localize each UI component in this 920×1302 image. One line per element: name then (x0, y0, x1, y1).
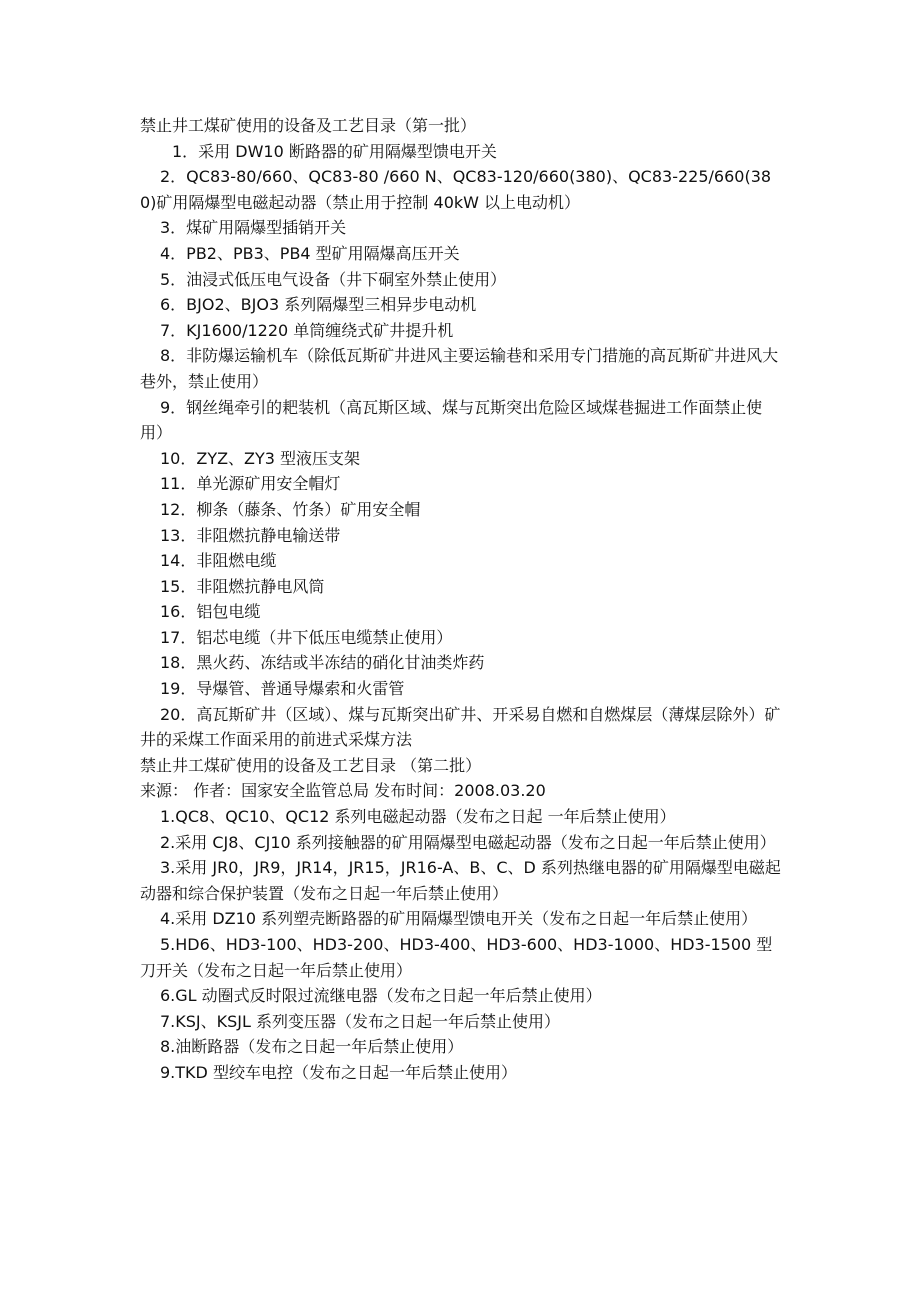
batch2-item-4: 4.采用 DZ10 系列塑壳断路器的矿用隔爆型馈电开关（发布之日起一年后禁止使用） (160, 909, 758, 929)
source-line: 来源： 作者：国家安全监管总局 发布时间：2008.03.20 (140, 781, 546, 801)
batch1-item-5: 5．油浸式低压电气设备（井下硐室外禁止使用） (160, 269, 507, 289)
batch1-item-14: 14．非阻燃电缆 (160, 551, 277, 571)
batch1-item-6: 6．BJO2、BJO3 系列隔爆型三相异步电动机 (160, 295, 477, 315)
batch1-item-11: 11．单光源矿用安全帽灯 (160, 474, 341, 494)
batch2-item-7: 7.KSJ、KSJL 系列变压器（发布之日起一年后禁止使用） (160, 1011, 561, 1031)
batch1-item-17: 17．铝芯电缆（井下低压电缆禁止使用） (160, 627, 453, 647)
batch1-item-15: 15．非阻燃抗静电风筒 (160, 576, 325, 596)
batch2-item-1: 1.QC8、QC10、QC12 系列电磁起动器（发布之日起 一年后禁止使用） (160, 807, 676, 827)
batch1-title: 禁止井工煤矿使用的设备及工艺目录（第一批） (140, 116, 477, 135)
batch1-item-9: 9．钢丝绳牵引的耙装机（高瓦斯区域、煤与瓦斯突出危险区域煤巷掘进工作面禁止使用） (140, 397, 763, 443)
batch2-item-5: 5.HD6、HD3-100、HD3-200、HD3-400、HD3-600、HD3-1000、HD3-1500 型刀开关（发布之日起一年后禁止使用） (140, 935, 773, 980)
batch1-item-18: 18．黑火药、冻结或半冻结的硝化甘油类炸药 (160, 653, 485, 673)
batch1-item-3: 3．煤矿用隔爆型插销开关 (160, 218, 347, 238)
batch2-item-2: 2.采用 CJ8、CJ10 系列接触器的矿用隔爆型电磁起动器（发布之日起一年后禁止使用） (160, 832, 776, 852)
batch1-item-7: 7．KJ1600/1220 单筒缠绕式矿井提升机 (160, 320, 454, 340)
batch2-item-6: 6.GL 动圈式反时限过流继电器（发布之日起一年后禁止使用） (160, 986, 602, 1006)
batch1-item-2: 2．QC83-80/660、QC83-80 /660 N、QC83-120/660(380)、QC83-225/660(380)矿用隔爆型电磁起动器（禁止用于控制 40kW 以上电动机） (140, 167, 772, 212)
batch1-item-8: 8．非防爆运输机车（除低瓦斯矿井进风主要运输巷和采用专门措施的高瓦斯矿井进风大巷外，禁止使用） (140, 346, 779, 391)
batch2-item-3: 3.采用 JR0，JR9，JR14，JR15，JR16-A、B、C、D 系列热继电器的矿用隔爆型电磁起动器和综合保护装置（发布之日起一年后禁止使用） (140, 858, 781, 903)
batch1-item-12: 12．柳条（藤条、竹条）矿用安全帽 (160, 499, 421, 519)
batch2-item-8: 8.油断路器（发布之日起一年后禁止使用） (160, 1037, 464, 1057)
batch1-item-19: 19．导爆管、普通导爆索和火雷管 (160, 679, 405, 699)
batch1-item-10: 10．ZYZ、ZY3 型液压支架 (160, 448, 361, 468)
batch2-title: 禁止井工煤矿使用的设备及工艺目录 （第二批） (140, 755, 482, 775)
batch1-item-1: 1．采用 DW10 断路器的矿用隔爆型馈电开关 (172, 141, 497, 161)
batch1-item-13: 13．非阻燃抗静电输送带 (160, 525, 341, 545)
batch2-item-9: 9.TKD 型绞车电控（发布之日起一年后禁止使用） (160, 1062, 517, 1082)
batch1-item-16: 16．铝包电缆 (160, 602, 261, 622)
batch1-item-4: 4．PB2、PB3、PB4 型矿用隔爆高压开关 (160, 243, 460, 263)
batch1-item-20: 20．高瓦斯矿井（区域）、煤与瓦斯突出矿井、开采易自燃和自燃煤层（薄煤层除外）矿井的采煤工作面采用的前进式采煤方法 (140, 704, 781, 750)
document-body (140, 113, 785, 1086)
